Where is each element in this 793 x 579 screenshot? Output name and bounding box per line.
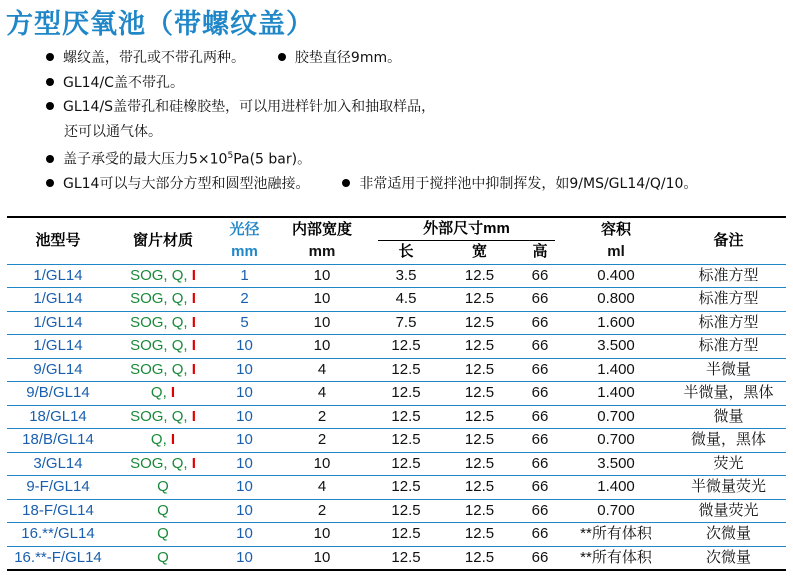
cell-bore: 10 <box>217 499 272 523</box>
cell-height: 66 <box>519 288 561 312</box>
bullet-icon <box>278 53 286 61</box>
bullet-continuation <box>46 120 791 145</box>
cell-note: 标准方型 <box>671 264 786 288</box>
cell-model: 16.**/GL14 <box>7 523 109 547</box>
cell-height: 66 <box>519 264 561 288</box>
cell-volume: **所有体积 <box>561 546 671 570</box>
cell-volume: 1.400 <box>561 382 671 406</box>
cell-inner: 10 <box>272 546 372 570</box>
cell-width: 12.5 <box>440 264 519 288</box>
cell-volume: 3.500 <box>561 452 671 476</box>
cell-model: 9/B/GL14 <box>7 382 109 406</box>
table-row <box>7 476 786 500</box>
cell-note: 半微量荧光 <box>671 476 786 500</box>
cell-material: Q <box>109 499 217 523</box>
cell-bore: 2 <box>217 288 272 312</box>
bullet-icon <box>46 155 54 163</box>
spec-table <box>7 216 786 571</box>
exponent: 5 <box>227 151 234 161</box>
bullet-line <box>46 71 791 96</box>
bullet-text: 盖子承受的最大压力5×10 <box>63 151 228 168</box>
cell-width: 12.5 <box>440 311 519 335</box>
cell-length: 12.5 <box>372 405 440 429</box>
table-row <box>7 311 786 335</box>
cell-note: 半微量，黑体 <box>671 382 786 406</box>
cell-model: 16.**-F/GL14 <box>7 546 109 570</box>
cell-material: SOG, Q, I <box>109 335 217 359</box>
cell-height: 66 <box>519 523 561 547</box>
col-unit-inner: mm <box>308 243 336 261</box>
col-header-height: 高 <box>532 243 548 261</box>
cell-length: 12.5 <box>372 476 440 500</box>
cell-bore: 1 <box>217 264 272 288</box>
cell-bore: 5 <box>217 311 272 335</box>
bullet-icon <box>46 53 54 61</box>
table-row <box>7 264 786 288</box>
bullet-text: 胶垫直径9mm。 <box>294 50 402 66</box>
col-unit-volume: ml <box>607 243 625 261</box>
cell-inner: 10 <box>272 335 372 359</box>
bullet-icon <box>46 179 54 187</box>
cell-bore: 10 <box>217 452 272 476</box>
cell-length: 12.5 <box>372 382 440 406</box>
cell-note: 荧光 <box>671 452 786 476</box>
cell-width: 12.5 <box>440 358 519 382</box>
cell-inner: 10 <box>272 452 372 476</box>
page-title: 方型厌氧池（带螺纹盖） <box>6 9 314 40</box>
cell-height: 66 <box>519 405 561 429</box>
table-row <box>7 452 786 476</box>
cell-volume: 1.600 <box>561 311 671 335</box>
cell-volume: **所有体积 <box>561 523 671 547</box>
bullet-text: GL14/S盖带孔和硅橡胶垫，可以用进样针加入和抽取样品， <box>63 99 436 115</box>
cell-width: 12.5 <box>440 335 519 359</box>
cell-bore: 10 <box>217 546 272 570</box>
col-header-outer: 外部尺寸mm <box>372 217 561 241</box>
table-row <box>7 288 786 312</box>
cell-note: 微量荧光 <box>671 499 786 523</box>
cell-material: SOG, Q, I <box>109 288 217 312</box>
cell-width: 12.5 <box>440 288 519 312</box>
cell-model: 18-F/GL14 <box>7 499 109 523</box>
col-header-bore: 光径 <box>229 220 260 238</box>
bullet-text: GL14/C盖不带孔。 <box>63 74 184 91</box>
cell-note: 微量 <box>671 405 786 429</box>
cell-bore: 10 <box>217 358 272 382</box>
cell-model: 1/GL14 <box>7 288 109 312</box>
material-i-mark: I <box>191 407 196 425</box>
cell-note: 微量，黑体 <box>671 429 786 453</box>
cell-height: 66 <box>519 499 561 523</box>
material-i-mark: I <box>191 266 196 284</box>
cell-width: 12.5 <box>440 499 519 523</box>
col-unit-bore: mm <box>231 243 258 261</box>
cell-bore: 10 <box>217 382 272 406</box>
cell-material: Q <box>109 523 217 547</box>
col-header-model: 池型号 <box>35 231 81 249</box>
bullet-line <box>46 172 791 197</box>
cell-model: 18/B/GL14 <box>7 429 109 453</box>
cell-width: 12.5 <box>440 405 519 429</box>
table-row <box>7 358 786 382</box>
table-row <box>7 382 786 406</box>
material-i-mark: I <box>191 290 196 308</box>
cell-length: 12.5 <box>372 429 440 453</box>
cell-height: 66 <box>519 452 561 476</box>
col-header-inner: 内部宽度 <box>291 220 352 238</box>
cell-note: 次微量 <box>671 523 786 547</box>
cell-length: 12.5 <box>372 523 440 547</box>
table-row <box>7 499 786 523</box>
bullet-line <box>46 46 791 71</box>
cell-inner: 4 <box>272 382 372 406</box>
cell-inner: 10 <box>272 311 372 335</box>
cell-volume: 3.500 <box>561 335 671 359</box>
table-row <box>7 405 786 429</box>
cell-volume: 0.800 <box>561 288 671 312</box>
bullet-line <box>46 95 791 120</box>
bullet-icon <box>46 78 54 86</box>
feature-list <box>46 46 791 197</box>
cell-volume: 1.400 <box>561 358 671 382</box>
cell-material: Q, I <box>109 429 217 453</box>
cell-material: Q, I <box>109 382 217 406</box>
col-header-length: 长 <box>398 243 414 261</box>
cell-inner: 4 <box>272 476 372 500</box>
material-i-mark: I <box>170 431 176 449</box>
cell-note: 半微量 <box>671 358 786 382</box>
cell-inner: 2 <box>272 405 372 429</box>
cell-volume: 0.700 <box>561 405 671 429</box>
table-row <box>7 429 786 453</box>
cell-note: 次微量 <box>671 546 786 570</box>
cell-length: 12.5 <box>372 546 440 570</box>
cell-height: 66 <box>519 382 561 406</box>
material-i-mark: I <box>191 360 196 378</box>
cell-length: 12.5 <box>372 499 440 523</box>
cell-bore: 10 <box>217 523 272 547</box>
bullet-text: 还可以通气体。 <box>64 123 162 140</box>
material-i-mark: I <box>191 337 196 355</box>
col-header-volume: 容积 <box>601 220 632 238</box>
cell-material: SOG, Q, I <box>109 452 217 476</box>
material-i-mark: I <box>170 384 176 402</box>
cell-width: 12.5 <box>440 452 519 476</box>
cell-inner: 2 <box>272 499 372 523</box>
cell-inner: 10 <box>272 523 372 547</box>
cell-width: 12.5 <box>440 523 519 547</box>
cell-length: 4.5 <box>372 288 440 312</box>
bullet-text: GL14可以与大部分方型和圆型池融接。 <box>63 176 310 193</box>
cell-inner: 4 <box>272 358 372 382</box>
bullet-text: 非常适用于搅拌池中抑制挥发，如9/MS/GL14/Q/10。 <box>359 176 698 193</box>
cell-volume: 0.400 <box>561 264 671 288</box>
col-header-note: 备注 <box>713 231 744 249</box>
cell-note: 标准方型 <box>671 311 786 335</box>
cell-material: Q <box>109 546 217 570</box>
cell-height: 66 <box>519 429 561 453</box>
cell-width: 12.5 <box>440 546 519 570</box>
bullet-text: 螺纹盖，带孔或不带孔两种。 <box>63 50 245 66</box>
cell-bore: 10 <box>217 476 272 500</box>
col-header-width: 宽 <box>471 243 487 261</box>
cell-width: 12.5 <box>440 382 519 406</box>
cell-material: SOG, Q, I <box>109 358 217 382</box>
cell-length: 12.5 <box>372 358 440 382</box>
table-row <box>7 546 786 570</box>
cell-bore: 10 <box>217 405 272 429</box>
cell-height: 66 <box>519 335 561 359</box>
cell-bore: 10 <box>217 335 272 359</box>
cell-height: 66 <box>519 358 561 382</box>
cell-width: 12.5 <box>440 429 519 453</box>
cell-inner: 10 <box>272 288 372 312</box>
cell-length: 3.5 <box>372 264 440 288</box>
cell-bore: 10 <box>217 429 272 453</box>
bullet-text: Pa(5 bar)。 <box>233 151 312 168</box>
cell-inner: 2 <box>272 429 372 453</box>
header-row-1 <box>7 217 786 241</box>
cell-material: SOG, Q, I <box>109 264 217 288</box>
cell-height: 66 <box>519 476 561 500</box>
cell-volume: 1.400 <box>561 476 671 500</box>
cell-material: SOG, Q, I <box>109 311 217 335</box>
cell-note: 标准方型 <box>671 335 786 359</box>
bullet-line <box>46 144 791 172</box>
bullet-icon <box>342 179 350 187</box>
cell-length: 12.5 <box>372 335 440 359</box>
cell-model: 1/GL14 <box>7 335 109 359</box>
col-header-material: 窗片材质 <box>132 231 193 249</box>
cell-length: 7.5 <box>372 311 440 335</box>
material-i-mark: I <box>191 454 196 472</box>
cell-height: 66 <box>519 546 561 570</box>
cell-model: 1/GL14 <box>7 264 109 288</box>
cell-width: 12.5 <box>440 476 519 500</box>
cell-model: 9/GL14 <box>7 358 109 382</box>
cell-model: 1/GL14 <box>7 311 109 335</box>
cell-inner: 10 <box>272 264 372 288</box>
cell-note: 标准方型 <box>671 288 786 312</box>
material-i-mark: I <box>191 313 196 331</box>
cell-height: 66 <box>519 311 561 335</box>
bullet-icon <box>46 102 54 110</box>
cell-volume: 0.700 <box>561 429 671 453</box>
table-row <box>7 335 786 359</box>
cell-model: 18/GL14 <box>7 405 109 429</box>
cell-model: 3/GL14 <box>7 452 109 476</box>
cell-length: 12.5 <box>372 452 440 476</box>
cell-material: SOG, Q, I <box>109 405 217 429</box>
cell-model: 9-F/GL14 <box>7 476 109 500</box>
table-row <box>7 523 786 547</box>
cell-material: Q <box>109 476 217 500</box>
cell-volume: 0.700 <box>561 499 671 523</box>
